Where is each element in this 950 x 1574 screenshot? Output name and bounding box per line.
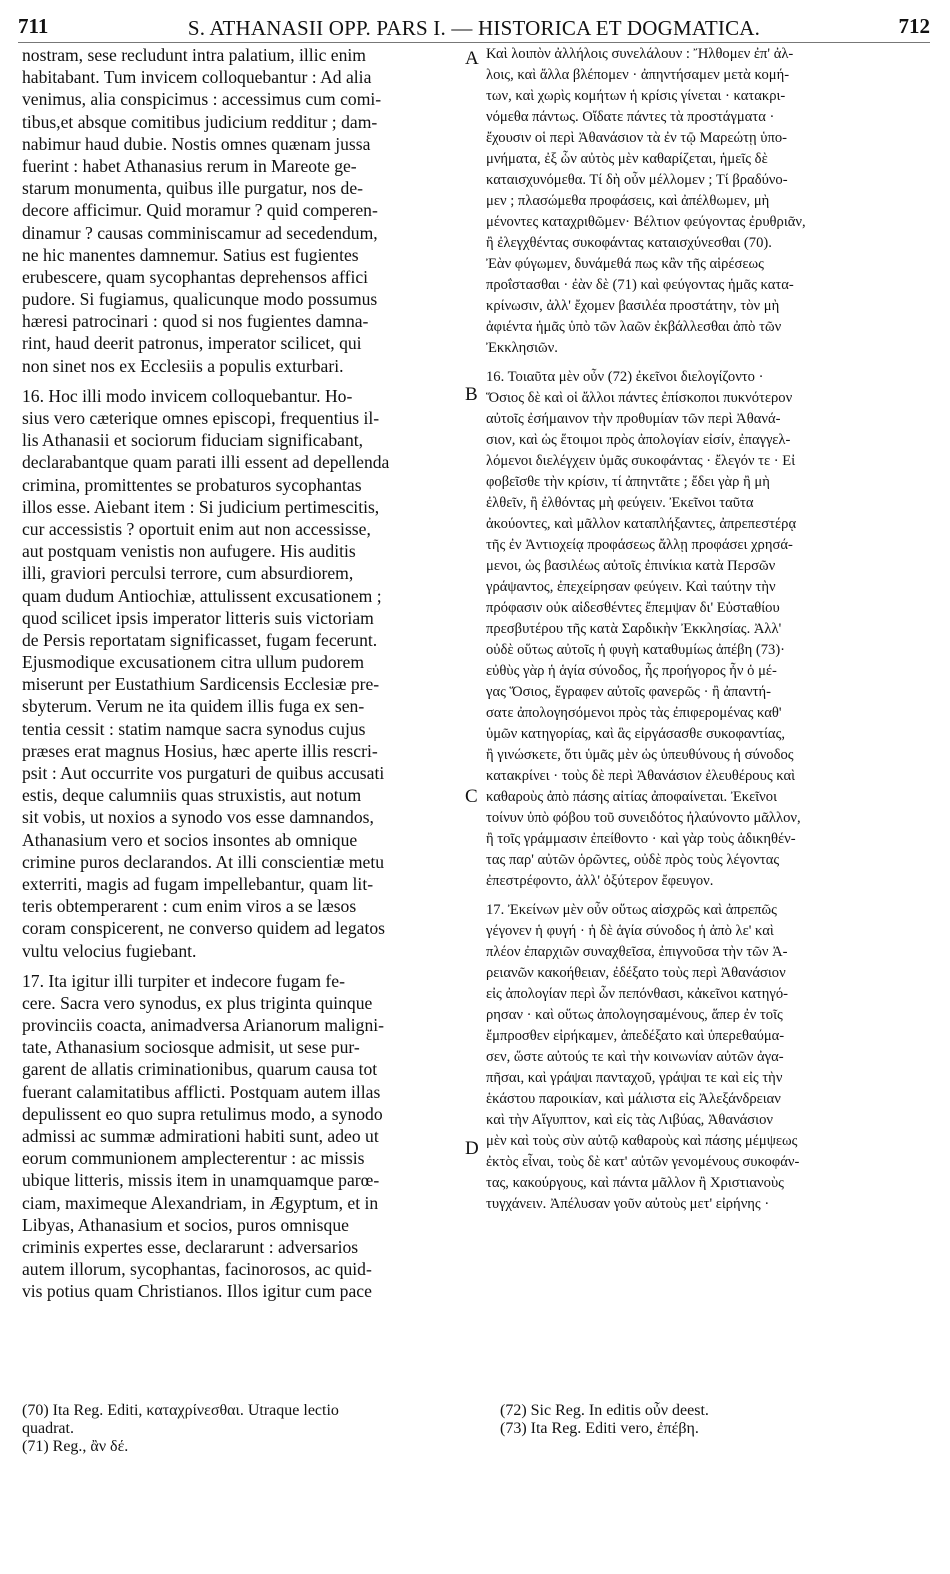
latin-text-line: sius vero cæterique omnes episcopi, frequentius il- <box>22 408 380 428</box>
latin-text-line: venimus, alia conspicimus : accessimus cum comi- <box>22 89 382 110</box>
greek-text-line: εὐθὺς γὰρ ἡ ἁγία σύνοδος, ἧς προήγορος ἦν ὁ μέ- <box>486 663 777 679</box>
greek-text-line: κατακρίνει · τοὺς δὲ περὶ Ἀθανάσιον ἐλευθέρους καὶ <box>486 768 796 784</box>
greek-column <box>486 44 932 1215</box>
latin-text-line: tate, Athanasium sociosque admisit, ut sese pur- <box>22 1037 360 1058</box>
margin-marker-c: C <box>465 786 478 807</box>
greek-text-line: 16. Τοιαῦτα μὲν οὖν (72) ἐκεῖνοι διελογίζοντο · <box>486 369 764 385</box>
greek-text-line: μὲν καὶ τοὺς σὺν αὐτῷ καθαροὺς καὶ πάσης μέμψεως <box>486 1133 798 1149</box>
greek-text-line: εἰς ἀπολογίαν περὶ ὧν πεπόνθασι, κἀκεῖνοι κατηγό- <box>486 986 788 1002</box>
latin-column <box>22 44 462 1303</box>
greek-text-line: σεν, ὥστε αὐτούς τε καὶ τὴν κοινωνίαν αὐτῶν ἀγα- <box>486 1049 784 1065</box>
latin-text-line: ubique litteris, missis item in unamquamque parœ- <box>22 1170 380 1191</box>
latin-text-line: nostram, sese recludunt intra palatium, illic enim <box>22 45 366 65</box>
greek-text-line: καθαροὺς ἀπὸ πάσης αἰτίας ἀποφαίνεται. Ἐκεῖνοι <box>486 789 777 805</box>
greek-text-line: 17. Ἐκείνων μὲν οὖν οὕτως αἰσχρῶς καὶ ἀπρεπῶς <box>486 902 777 918</box>
greek-text-line: καταισχυνόμεθα. Τί δὴ οὖν μέλλομεν ; Τί βραδύνο- <box>486 172 788 188</box>
greek-text-line: ἐλθεῖν, ἢ ἐλθόντας μὴ φεύγειν. Ἐκεῖνοι ταῦτα <box>486 495 754 511</box>
latin-text-line: starum monumenta, quibus ille purgatur, nos de- <box>22 178 364 199</box>
latin-text-line: Libyas, Athanasium et socios, puros omnisque <box>22 1214 349 1235</box>
page-number-left: 711 <box>18 14 49 38</box>
paragraph-gap <box>22 377 462 385</box>
greek-text-line: νόμεθα πάντως. Οἴδατε πάντες τὰ προστάγματα · <box>486 109 775 125</box>
latin-text-line: de Persis reportatam significasset, fugam fecerunt. <box>22 629 378 650</box>
paragraph-gap <box>22 962 462 970</box>
greek-text-line: ἀκούοντες, καὶ μᾶλλον καταπλήξαντες, ἀπρεπεστέρᾳ <box>486 516 797 532</box>
latin-text-line: crimina, promittentes se probaturos sycophantas <box>22 474 362 495</box>
latin-text-line: 17. Ita igitur illi turpiter et indecore fugam fe- <box>22 970 345 991</box>
page-number-right: 712 <box>898 14 930 38</box>
latin-text-line: eorum communionem amplecterentur : ac missis <box>22 1148 365 1169</box>
greek-text-line: τῆς ἐν Ἀντιοχείᾳ προφάσεως ἄλλῃ προφάσει χρησά- <box>486 537 793 553</box>
greek-text-line: ἢ ἐλεγχθέντας συκοφάντας καταισχύνεσθαι (70). <box>486 235 772 251</box>
greek-text-line: πρόφασιν οὐκ αἰδεσθέντες ἔπεμψαν δι' Εὐσταθίου <box>486 600 780 616</box>
greek-text-line: γας Ὅσιος, ἔγραφεν αὐτοῖς φανερῶς · ἢ ἀπαντή- <box>486 684 772 700</box>
latin-text-line: dinamur ? causas comminiscamur ad secedendum, <box>22 222 378 243</box>
footnote-line: (72) Sic Reg. In editis οὖν deest. <box>500 1402 709 1419</box>
greek-text-line: γράψαντος, ἐπεχείρησαν φεύγειν. Καὶ ταύτην τὴν <box>486 579 776 595</box>
greek-text-line: ἐπεστρέφοντο, ἀλλ' ὀξύτερον ἔφευγον. <box>486 873 714 889</box>
latin-text-line: habitabant. Tum invicem colloquebantur : Ad alia <box>22 67 372 88</box>
greek-paragraph <box>486 900 932 1215</box>
latin-text-line: fuerint : habet Athanasius rerum in Mareote ge- <box>22 155 357 176</box>
latin-text-line: provinciis coacta, animadversa Arianorum maligni- <box>22 1015 385 1036</box>
latin-text-line: decore afficimur. Quid moramur ? quid comperen- <box>22 200 378 221</box>
greek-text-line: κρίνωσιν, ἀλλ' ἔχομεν βασιλέα προστάτην, τὸν μὴ <box>486 298 780 314</box>
latin-text-line: fuerant calamitatibus afflicti. Postquam autem illas <box>22 1081 381 1102</box>
paragraph-gap <box>486 359 932 367</box>
greek-text-line: τας, κακούργους, καὶ πάντα μᾶλλον ἢ Χριστιανοὺς <box>486 1175 784 1191</box>
greek-text-line: ἢ τοῖς γράμμασιν ἐπείθοντο · καὶ γὰρ τοὺς ἀδικηθέν- <box>486 831 796 847</box>
greek-text-line: μνήματα, ἐξ ὧν αὐτὸς μὲν καθαρίζεται, ἡμεῖς δὲ <box>486 151 768 167</box>
latin-text-line: quod scilicet ipsis imperator litteris suis victoriam <box>22 607 374 628</box>
latin-text-line: exterriti, magis ad fugam impellebantur, quam lit- <box>22 873 374 894</box>
latin-text-line: ciam, maximeque Alexandriam, in Ægyptum, et in <box>22 1192 379 1213</box>
margin-marker-a: A <box>465 48 479 69</box>
greek-text-line: ρησαν · καὶ οὕτως ἀπολογησαμένους, ἅπερ ἐν τοῖς <box>486 1007 783 1023</box>
latin-text-line: non sinet nos ex Ecclesiis a populis exturbari. <box>22 355 344 376</box>
latin-text-line: estis, deque calumniis quas struxistis, aut notum <box>22 785 362 806</box>
latin-text-line: pudore. Si fugiamus, qualicunque modo possumus <box>22 289 378 310</box>
latin-text-line: admissi ac summæ admirationi habiti sunt, adeo ut <box>22 1126 379 1146</box>
latin-text-line: vultu velocius fugiebant. <box>22 940 197 961</box>
latin-text-line: Ejusmodique excusationem citra ullum pudorem <box>22 652 365 673</box>
latin-text-line: cere. Sacra vero synodus, ex plus triginta quinque <box>22 992 373 1013</box>
paragraph-gap <box>486 892 932 900</box>
greek-text-line: οὐδὲ οὕτως αὐτοῖς ἡ φυγὴ καταθυμίως ἀπέβη (73)· <box>486 642 786 658</box>
latin-text-line: criminis expertes esse, declararunt : adversarios <box>22 1236 359 1257</box>
latin-text-line: crimine puros declarandos. At illi conscientiæ metu <box>22 851 385 872</box>
running-title: S. ATHANASII OPP. PARS I. — HISTORICA ET DOGMATICA. <box>187 16 761 40</box>
latin-text-line: rint, haud deerit patronus, imperator scilicet, qui <box>22 333 362 354</box>
margin-marker-d: D <box>465 1138 479 1159</box>
greek-text-line: γέγονεν ἡ φυγή · ἡ δὲ ἁγία σύνοδος ἡ ἀπὸ λε' καὶ <box>486 923 774 939</box>
greek-text-line: προΐστασθαι · ἐὰν δὲ (71) καὶ φεύγοντας ἡμᾶς κατα- <box>486 277 794 293</box>
latin-text-line: cur accessistis ? oportuit enim aut non accessisse, <box>22 518 371 539</box>
latin-text-line: illi, graviori perculsi terrore, cum absurdiorem, <box>22 563 354 584</box>
latin-text-line: quam dudum Antiochiæ, attulissent excusationem ; <box>22 585 382 606</box>
greek-text-line: πλέον ἐπαρχιῶν συναχθεῖσα, ἐπιγνοῦσα τὴν τῶν Ἀ- <box>486 944 788 960</box>
footnotes-right <box>500 1402 930 1438</box>
greek-text-line: μένοντες καταχριθῶμεν· Βέλτιον φεύγοντας ἐρυθριᾶν, <box>486 214 806 230</box>
footnotes-left <box>22 1402 462 1456</box>
greek-text-line: ἔχουσιν οἱ περὶ Ἀθανάσιον τὰ ἐν τῷ Μαρεώτῃ ὑπο- <box>486 130 788 146</box>
greek-text-line: τας παρ' αὐτῶν ὁρῶντες, οὐδὲ πρὸς τοὺς λέγοντας <box>486 852 780 868</box>
greek-text-line: πῆσαι, καὶ γράψαι πανταχοῦ, γράψαι τε καὶ εἰς τὴν <box>486 1070 783 1086</box>
latin-text-line: teris obtemperarent : cum enim viros a se læsos <box>22 896 357 917</box>
greek-paragraph <box>486 367 932 892</box>
latin-text-line: aut postquam venistis non aufugere. His auditis <box>22 541 356 562</box>
latin-text-line: psit : Aut occurrite vos purgaturi de quibus accusati <box>22 763 385 783</box>
greek-text-line: σιον, καὶ ὡς ἕτοιμοι πρὸς ἀπολογίαν εἰσίν, ἐπαγγελ- <box>486 432 791 448</box>
greek-text-line: Καὶ λοιπὸν ἀλλήλοις συνελάλουν : Ἤλθομεν ἐπ' ἀλ- <box>486 46 794 62</box>
footnote-line: (70) Ita Reg. Editi, καταχρίνεσθαι. Utraque lectio <box>22 1402 339 1419</box>
latin-text-line: nabimur haud dubie. Nostis omnes quænam jussa <box>22 133 371 154</box>
greek-text-line: ἐκτὸς εἶναι, τοὺς δὲ κατ' αὐτῶν γενομένους συκοφάν- <box>486 1154 800 1170</box>
latin-text-line: depulissent eo quo supra retulimus modo, a synodo <box>22 1103 383 1124</box>
greek-text-line: Ἐκκλησιῶν. <box>486 340 558 356</box>
latin-text-line: declarabantque quam parati illi essent ad depellenda <box>22 452 390 473</box>
greek-text-line: λοις, καὶ ἄλλα βλέπομεν · ἀπηντήσαμεν μετὰ κομή- <box>486 67 790 83</box>
footnote-line: (73) Ita Reg. Editi vero, ἐπέβη. <box>500 1420 699 1437</box>
footnote-line: quadrat. <box>22 1420 74 1437</box>
greek-text-line: ἑκάστου παροικίαν, καὶ μάλιστα εἰς Ἀλεξάνδρειαν <box>486 1091 781 1107</box>
latin-paragraph <box>22 970 462 1303</box>
margin-marker-b: B <box>465 384 478 405</box>
greek-text-line: λόμενοι διελέγχειν ὑμᾶς συκοφάντας · ἔλεγόν τε · Εἰ <box>486 453 796 469</box>
greek-text-line: ἀφιέντα ἡμᾶς ὑπὸ τῶν λαῶν ἐκβάλλεσθαι ἀπὸ τῶν <box>486 319 782 335</box>
latin-text-line: tentia cessit : statim namque sacra synodus cujus <box>22 718 366 739</box>
greek-paragraph <box>486 44 932 359</box>
greek-text-line: Ὅσιος δὲ καὶ οἱ ἄλλοι πάντες ἐπίσκοποι πυκνότερον <box>486 390 793 406</box>
greek-text-line: Ἐὰν φύγωμεν, δυνάμεθά πως κἂν τῆς αἱρέσεως <box>486 256 764 272</box>
latin-text-line: Athanasium vero et socios insontes ab omnique <box>22 829 358 850</box>
greek-text-line: των, καὶ χωρὶς κομήτων ἡ κρίσις γίνεται · κατακρι- <box>486 88 786 104</box>
latin-text-line: hæresi patrocinari : quod si nos fugientes damna- <box>22 311 369 332</box>
running-header <box>18 12 930 43</box>
greek-text-line: μεν ; πλασώμεθα προφάσεις, καὶ ἀπέλθωμεν, μὴ <box>486 193 770 209</box>
greek-text-line: τοίνυν ὑπὸ φόβου τοῦ συνειδότος ἠλαύνοντο μᾶλλον, <box>486 810 801 826</box>
greek-text-line: ρειανῶν κακοήθειαν, ἐδέξατο τοὺς περὶ Ἀθανάσιον <box>486 965 786 981</box>
latin-text-line: 16. Hoc illi modo invicem colloquebantur. Ho- <box>22 385 353 406</box>
footnote-line: (71) Reg., ἂν δέ. <box>22 1438 129 1455</box>
greek-text-line: τυγχάνειν. Ἀπέλυσαν γοῦν αὐτοὺς μετ' εἰρήνης · <box>486 1196 770 1212</box>
greek-text-line: πρεσβυτέρου τῆς κατὰ Σαρδικὴν Ἐκκλησίας. Ἀλλ' <box>486 621 782 637</box>
greek-text-line: μενοι, ὡς βασιλέως αὐτοῖς ἐπινίκια κατὰ Περσῶν <box>486 558 776 574</box>
latin-text-line: sbyterum. Verum ne ita quidem illis fuga ex sen- <box>22 696 365 717</box>
latin-paragraph <box>22 44 462 377</box>
greek-text-line: ἔμπροσθεν εἰρήκαμεν, ἀπεδέξατο καὶ ὑπερεθαύμα- <box>486 1028 785 1044</box>
greek-text-line: ἢ γινώσκετε, ὅτι ὑμᾶς μὲν ὡς ὑπευθύνους ἡ σύνοδος <box>486 747 794 763</box>
latin-paragraph <box>22 385 462 962</box>
greek-text-line: αὐτοῖς ἐσήμαινον τὴν προθυμίαν τῶν περὶ Ἀθανά- <box>486 411 781 427</box>
latin-text-line: garent de allatis criminationibus, quarum causa tot <box>22 1059 378 1080</box>
latin-text-line: coram conspicerent, ne converso quidem ad legatos <box>22 918 385 939</box>
latin-text-line: lis Athanasii et sociorum fiduciam significabant, <box>22 430 364 451</box>
latin-text-line: sit vobis, ut noxios a synodo vos esse damnandos, <box>22 807 374 828</box>
latin-text-line: illos esse. Aiebant item : Si judicium pertimescitis, <box>22 496 380 517</box>
latin-text-line: vis potius quam Christianos. Illos igitur cum pace <box>22 1281 372 1302</box>
greek-text-line: φοβεῖσθε τὴν κρίσιν, τί ἀπηντᾶτε ; ἔδει γὰρ ἢ μὴ <box>486 474 770 490</box>
latin-text-line: tibus,et absque comitibus judicium redditur ; dam- <box>22 111 378 132</box>
latin-text-line: præses erat magnus Hosius, hæc aperte illis rescri- <box>22 740 378 761</box>
latin-text-line: ne hic manentes damnemur. Satius est fugientes <box>22 244 359 265</box>
greek-text-line: ὑμῶν κατηγορίας, καὶ ἃς εἰργάσασθε συκοφαντίας, <box>486 726 786 742</box>
greek-text-line: σατε ἀπολογησόμενοι πρὸς τὰς ἐπιφερομένας καθ' <box>486 705 782 721</box>
latin-text-line: miserunt per Eustathium Sardicensis Ecclesiæ pre- <box>22 674 380 695</box>
latin-text-line: autem illorum, sycophantas, facinorosos, ac quid- <box>22 1259 372 1280</box>
greek-text-line: καὶ τὴν Αἴγυπτον, καὶ εἰς τὰς Λιβύας, Ἀθανάσιον <box>486 1112 774 1128</box>
latin-text-line: erubescere, quam sycophantas deprehensos affici <box>22 266 369 287</box>
